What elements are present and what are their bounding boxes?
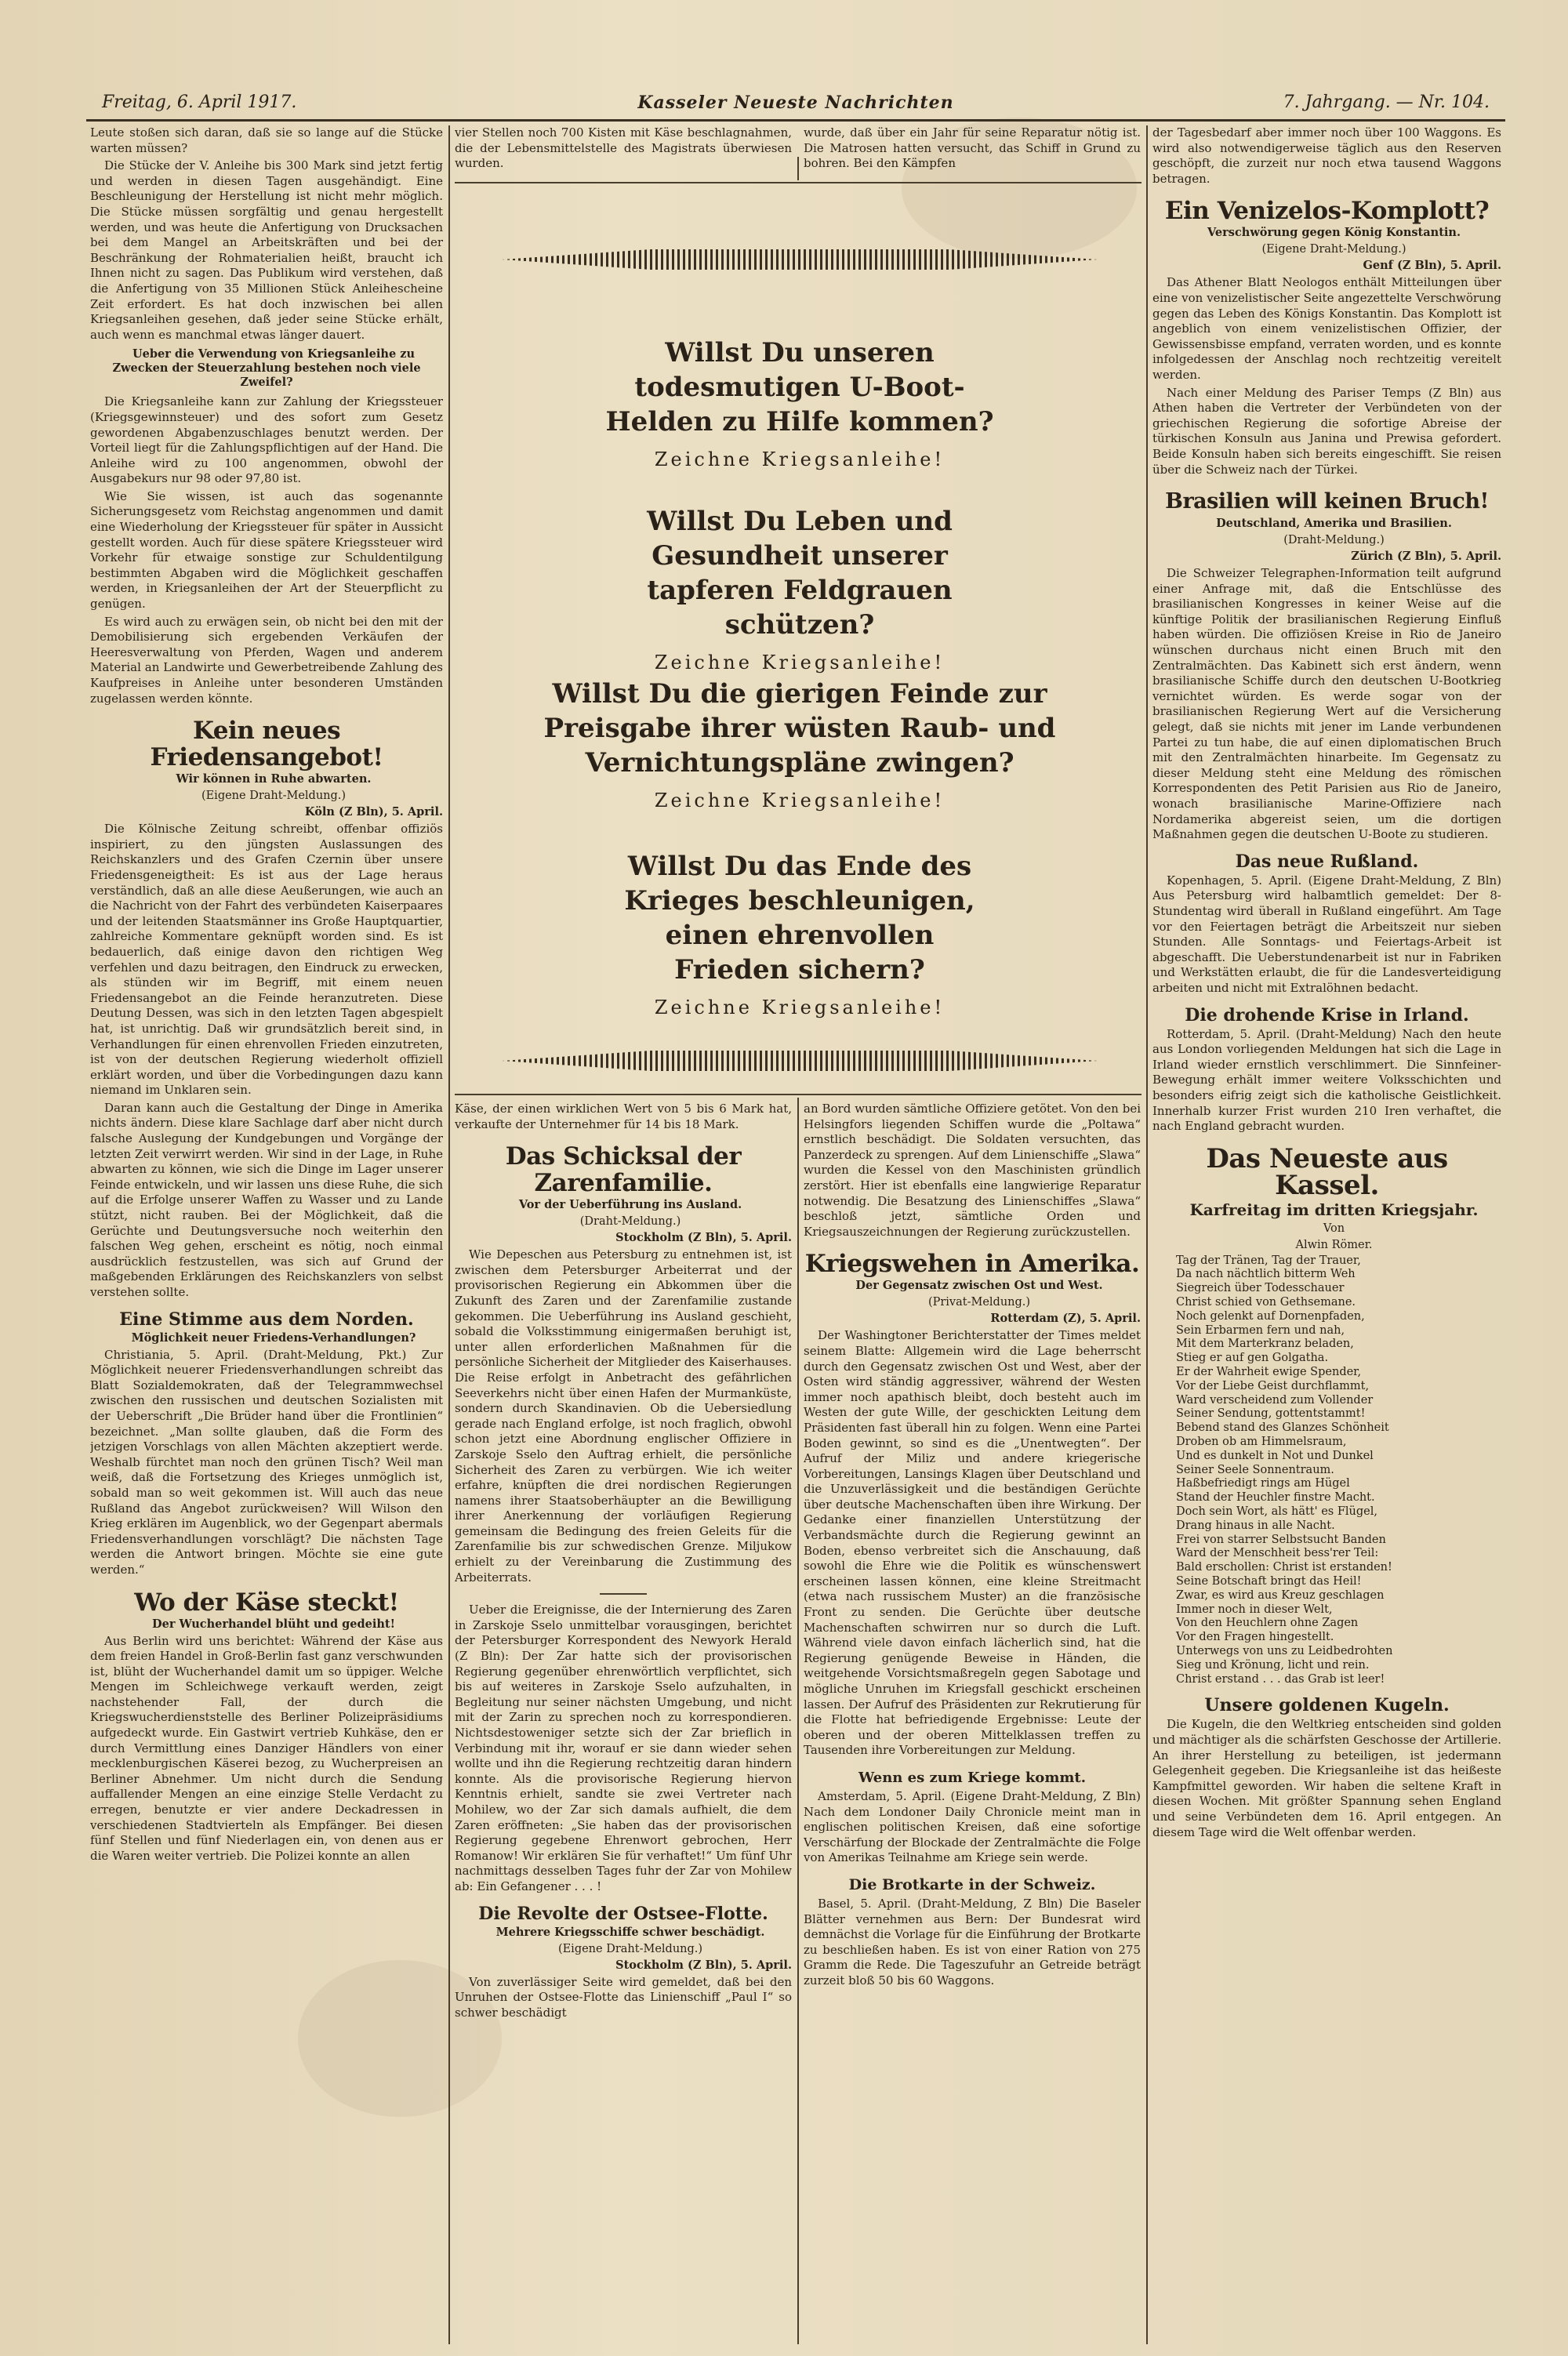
- paragraph: Aus Berlin wird uns berichtet: Während der Käse aus dem freien Handel in Groß-Berlin fast ganz verschwunden ist, blüht der Wucherhandel damit um so üppiger. Welche Mengen im Schleichwege verkauft werden, zeigt nachstehender Fall, der durch die Kriegswucherdienststelle des Berliner Polizeipräsidiums aufgedeckt wurde. Ein Gastwirt vertrieb Kuhkäse, den er durch Vermittlung eines Danziger Händlers von einer mecklenburgischen Käserei bezog, zu Wucherpreisen an Berliner Abnehmer. Um nicht durch die Sendung auffallender Mengen an eine einzige Stelle Verdacht zu erregen, benutzte er vier andere Deckadressen in verschiedenen Stadtvierteln als Empfänger. Bei diesen fünf Stellen und fünf Niederlagen ein, von denen aus er die Waren weiter vertrieb. Die Polizei konnte an allen: [90, 1633, 443, 1863]
- poem-line: Vor der Liebe Geist durchflammt,: [1176, 1379, 1370, 1392]
- paragraph: Basel, 5. April. (Draht-Meldung, Z Bln) Die Baseler Blätter vernehmen aus Bern: Der Bundesrat wird demnächst die Vorlage für die Einführung der Brotkarte zu beschließen haben. Es ist von einer Ration von 275 Gramm die Rede. Die Tageszufuhr an Getreide beträgt zurzeit bloß 50 bis 60 Waggons.: [804, 1896, 1141, 1988]
- subheadline: Deutschland, Amerika und Brasilien.: [1216, 517, 1452, 531]
- headline-ostsee-flotte: Die Revolte der Ostsee-Flotte.: [478, 1903, 768, 1924]
- ad-call-to-action: Zeichne Kriegsanleihe!: [654, 448, 946, 470]
- source-line: (Eigene Draht-Meldung.): [557, 1942, 703, 1955]
- source-line: (Eigene Draht-Meldung.): [1261, 243, 1406, 256]
- poem-line: Von den Heuchlern ohne Zagen: [1176, 1617, 1359, 1630]
- paragraph: Die Schweizer Telegraphen-Information teilt aufgrund einer Anfrage mit, daß die Entschlüsse des brasilianischen Kongresses in keiner Weise auf die künftige Politik der brasilianischen Regierung Einfluß haben würden. Die offiziösen Kreise in Rio de Janeiro wünschen durchaus nicht einen Bruch mit den Zentralmächten. Das Kabinett sich erst ändern, wenn brasilianische Schiffe durch den deutschen U-Bootkrieg vernichtet würden. Es werde sogar von der brasilianischen Regierung Wert auf die Versicherung gelegt, daß sie nichts mit jener im Lande verbundenen Partei zu tun habe, die auf einen diplomatischen Bruch mit den Zentralmächten hinarbeite. Im Gegensatz zu dieser Meldung steht eine Meldung des römischen Korrespondenten des Petit Parisien aus Rio de Janeiro, wonach brasilianische Marine-Offiziere nach Nordamerika abgereist seien, um die dortigen Maßnahmen gegen die deutschen U-Boote zu studieren.: [1152, 566, 1501, 842]
- headline-russland: Das neue Rußland.: [1235, 851, 1419, 872]
- source-line: (Draht-Meldung.): [1283, 534, 1385, 547]
- paragraph: Rotterdam, 5. April. (Draht-Meldung) Nach den heute aus London vorliegenden Meldungen hat sich die Lage in Irland wieder ernstlich verschlimmert. Die Sinnfeiner-Bewegung erhält immer weitere Volksschichten und besonders eifrig zeigt sich die katholische Geistlichkeit. Innerhalb kurzer Frist wurden 210 Iren verhaftet, die nach England gebracht wurden.: [1152, 1026, 1501, 1134]
- ad-question: Willst Du Leben und Gesundheit unserer tapferen Feldgrauen schützen?: [647, 506, 953, 641]
- ad-block-3: [470, 677, 1129, 811]
- column-3: [804, 1102, 1141, 2344]
- poem-line: Stieg er auf gen Golgatha.: [1176, 1352, 1329, 1365]
- column-4: [1152, 125, 1501, 2344]
- poem-line: Seine Botschaft bringt das Heil!: [1176, 1575, 1362, 1588]
- poem-line: Droben ob am Himmelsraum,: [1176, 1436, 1347, 1449]
- poem-line: Immer noch in dieser Welt,: [1176, 1603, 1333, 1616]
- poem-line: Tag der Tränen, Tag der Trauer,: [1176, 1254, 1361, 1267]
- ad-call-to-action: Zeichne Kriegsanleihe!: [654, 790, 946, 811]
- ad-call-to-action: Zeichne Kriegsanleihe!: [654, 996, 946, 1018]
- column-rule: [448, 125, 450, 2344]
- headline-kriege-kommt: Wenn es zum Kriege kommt.: [858, 1769, 1086, 1786]
- source-line: (Draht-Meldung.): [579, 1215, 681, 1229]
- column-rule: [1146, 125, 1148, 2344]
- ad-bottom-rule: [455, 1094, 1142, 1095]
- paragraph: Es wird auch zu erwägen sein, ob nicht bei den mit der Demobilisierung sich ergebenden Verkäufen der Heeresverwaltung von Pferden, Wagen und anderem Material an Landwirte und Gewerbetreibende Zahlung des Kaufpreises in Anleihe unter besonderen Umständen zugelassen werden könnte.: [90, 614, 443, 706]
- headline-venizelos: Ein Venizelos-Komplott?: [1164, 197, 1490, 226]
- poem-line: Mit dem Marterkranz beladen,: [1176, 1338, 1354, 1351]
- source-line: (Privat-Meldung.): [927, 1296, 1031, 1309]
- dateline: Stockholm (Z Bln), 5. April.: [615, 1231, 792, 1245]
- poem-line: Stand der Heuchler finstre Macht.: [1176, 1491, 1375, 1505]
- dateline: Köln (Z Bln), 5. April.: [304, 805, 443, 819]
- poem-line: Haßbefriedigt rings am Hügel: [1176, 1477, 1350, 1490]
- paragraph: Daran kann auch die Gestaltung der Dinge in Amerika nichts ändern. Diese klare Sachlage darf aber nicht durch falsche Auslegung der Kundgebungen und Vorgänge der letzten Zeit verwirrt werden. Wir sind in der Lage, in Ruhe abwarten zu können, wie sich die Dinge im Lager unserer Feinde entwickeln, und wir lassen uns diese Ruhe, die sich auf die Erfolge unserer Waffen zu Wasser und zu Lande stützt, nicht rauben. Bei der Möglichkeit, daß die Gerüchte und Deutungsversuche noch weiterhin den falschen Weg gehen, erscheint es nötig, noch einmal ausdrücklich festzustellen, was sich auf Grund der maßgebenden Erklärungen des Reichskanzlers von selbst verstehen sollte.: [90, 1100, 443, 1299]
- paragraph: Kopenhagen, 5. April. (Eigene Draht-Meldung, Z Bln) Aus Petersburg wird halbamtlich gemeldet: Der 8-Stundentag wird überall in Rußland eingeführt. Am Tage vor den Feiertagen beträgt die Arbeitszeit nur sieben Stunden. Alle Sonntags- und Feiertags-Arbeit ist abgeschafft. Die Ueberstundenarbeit ist nur in Fabriken und Werkstätten erlaubt, die für die Landesverteidigung arbeiten und nicht mit Extralöhnen bedacht.: [1152, 873, 1501, 995]
- paragraph: Amsterdam, 5. April. (Eigene Draht-Meldung, Z Bln) Nach dem Londoner Daily Chronicle meint man in englischen politischen Kreisen, daß eine sofortige Verschärfung der Blockade der Zentralmächte die Folge von Amerikas Teilnahme am Kriege sein werde.: [804, 1788, 1141, 1865]
- poem-line: Siegreich über Todesschauer: [1176, 1282, 1345, 1295]
- paragraph: Die Kriegsanleihe kann zur Zahlung der Kriegssteuer (Kriegsgewinnsteuer) und des sofort zum Gesetz gewordenen Abgabenzuschlages benutzt werden. Der Vorteil liegt für die Zahlungspflichtigen auf der Hand. Die Anleihe wird zu 100 angenommen, obwohl der Ausgabekurs nur 98 oder 97,80 ist.: [90, 394, 443, 486]
- paragraph: Christiania, 5. April. (Draht-Meldung, Pkt.) Zur Möglichkeit neuerer Friedensverhandlungen schreibt das Blatt Sozialdemokraten, daß der Telegrammwechsel zwischen den russischen und deutschen Sozialisten mit der Ueberschrift „Die Brüder hand über die Frontlinien“ bezeichnet. „Man sollte glauben, daß die Form des jetzigen Vorschlags von allen Mächten akzeptiert werde. Weshalb fürchtet man noch den grünen Tisch? Weil man weiß, daß die Fortsetzung des Krieges unmöglich ist, sobald man so weit gekommen ist. Will auch das neue Rußland das Angebot zurückweisen? Will Wilson den Krieg erklären im Augenblick, wo der Gegenpart abermals Friedensverhandlungen vorschlägt? Die nächsten Tage werden die Antwort bringen. Möchte sie eine gute werden.“: [90, 1347, 443, 1577]
- article-separator: [600, 1593, 647, 1595]
- column-3-top: [804, 125, 1141, 180]
- dateline: Zürich (Z Bln), 5. April.: [1351, 550, 1501, 564]
- subheadline: Möglichkeit neuer Friedens-Verhandlungen?: [131, 1330, 416, 1345]
- subheadline: Wir können in Ruhe abwarten.: [176, 772, 372, 786]
- ad-question: Willst Du unseren todesmutigen U-Boot-Helden zu Hilfe kommen?: [605, 337, 994, 437]
- byline-von: Von: [1323, 1222, 1345, 1235]
- poem-line: Seiner Seele Sonnentraum.: [1176, 1463, 1334, 1476]
- poem-line: Und es dunkelt in Not und Dunkel: [1176, 1449, 1374, 1462]
- issue-number: 7. Jahrgang. — Nr. 104.: [1283, 93, 1490, 112]
- column-rule: [797, 157, 799, 180]
- headline-goldene-kugeln: Unsere goldenen Kugeln.: [1204, 1695, 1450, 1716]
- subheadline: Der Gegensatz zwischen Ost und West.: [855, 1279, 1103, 1293]
- column-2-top: [455, 125, 792, 180]
- poem-line: Er der Wahrheit ewige Spender,: [1176, 1366, 1362, 1379]
- subheadline: Verschwörung gegen König Konstantin.: [1207, 226, 1461, 240]
- ad-question: Willst Du die gierigen Feinde zur Preisgabe ihrer wüsten Raub- und Vernichtungspläne zwingen?: [543, 678, 1056, 779]
- ad-block-1: [470, 336, 1129, 470]
- paragraph: Von zuverlässiger Seite wird gemeldet, daß bei den Unruhen der Ostsee-Flotte das Linienschiff „Paul I“ so schwer beschädigt: [455, 1974, 792, 2020]
- paragraph: Das Athener Blatt Neologos enthält Mitteilungen über eine von venizelistischer Seite angezettelte Verschwörung gegen das Leben des Königs Konstantin. Das Komplott ist angeblich von einem venizelistischen Offizier, der Gewissensbisse empfand, verraten worden, und es konnte infolgedessen der Anschlag noch rechtzeitig vereitelt werden.: [1152, 275, 1501, 382]
- poem-line: Sieg und Krönung, licht und rein.: [1176, 1658, 1370, 1672]
- poem-line: Christ schied von Gethsemane.: [1176, 1296, 1356, 1309]
- poem-line: Noch gelenkt auf Dornenpfaden,: [1176, 1309, 1365, 1323]
- headline-brasilien: Brasilien will keinen Bruch!: [1165, 489, 1489, 514]
- poem-line: Christ erstand . . . das Grab ist leer!: [1176, 1672, 1385, 1686]
- column-rule: [797, 1098, 799, 2344]
- ornament-band: [502, 1051, 1098, 1071]
- subheadline: Mehrere Kriegsschiffe schwer beschädigt.: [495, 1925, 765, 1939]
- question-heading: Ueber die Verwendung von Kriegsanleihe zu Zwecken der Steuerzahlung bestehen noch viele Zweifel?: [112, 347, 421, 390]
- masthead: [86, 88, 1505, 122]
- paragraph: Leute stoßen sich daran, daß sie so lange auf die Stücke warten müssen?: [90, 125, 443, 155]
- poem-line: Da nach nächtlich bitterm Weh: [1176, 1268, 1356, 1281]
- headline-amerika: Kriegswehen in Amerika.: [804, 1250, 1140, 1279]
- paragraph: Die Kölnische Zeitung schreibt, offenbar offiziös inspiriert, zu den jüngsten Auslassungen des Reichskanzlers und des Grafen Czernin über unsere Friedensgeneigtheit: Es ist aus der Lage heraus verständlich, daß an alle diese Aeußerungen, wie auch an die Nachricht von der Fahrt des verbündeten Kaiserpaares und der leitenden Staatsmänner ins Große Hauptquartier, zahlreiche Kommentare geknüpft worden sind. Es ist bedauerlich, daß einige davon den richtigen Weg verfehlen und dazu beitragen, den Eindruck zu erwecken, als stünden wir im Begriff, mit einem neuen Friedensangebot an die Feinde heranzutreten. Diese Deutung Dessen, was sich in den letzten Tagen abgespielt hat, ist unrichtig. Daß wir grundsätzlich bereit sind, in Verhandlungen für einen ehrenvollen Frieden einzutreten, ist von der deutschen Regierung wiederholt offiziell erklärt worden, und über die Vorbedingungen dazu kann niemand im Unklaren sein.: [90, 822, 443, 1098]
- paragraph: Die Kugeln, die den Weltkrieg entscheiden sind golden und mächtiger als die schärfsten Geschosse der Artillerie. An ihrer Herstellung zu beteiligen, ist jedermann Gelegenheit gegeben. Die Kriegsanleihe ist das heißeste Kampfmittel geworden. Wir haben die seltene Kraft in diesen Wochen. Mit größter Spannung sehen England und seine Verbündeten dem 16. April entgegen. An diesem Tage wird die Welt offenbar werden.: [1152, 1717, 1501, 1839]
- headline-friedensangebot: Kein neues Friedensangebot!: [150, 717, 383, 772]
- ad-block-4: [470, 849, 1129, 1018]
- paragraph: Käse, der einen wirklichen Wert von 5 bis 6 Mark hat, verkaufte der Unternehmer für 14 bis 18 Mark.: [455, 1102, 792, 1131]
- poem-line: Bebend stand des Glanzes Schönheit: [1176, 1421, 1389, 1435]
- headline-kassel: Das Neueste aus Kassel.: [1206, 1142, 1448, 1201]
- paragraph: Wie Sie wissen, ist auch das sogenannte Sicherungsgesetz vom Reichstag angenommen und damit eine Wiederholung der Kriegssteuer für später in Aussicht gestellt worden. Auch für diese spätere Kriegssteuer wird Vorkehr für etwaige sonstige zur Schuldentilgung bestimmten Abgaben wird die Möglichkeit geschaffen werden, in Kriegsanleihen der Art der Steuerpflicht zu genügen.: [90, 488, 443, 612]
- poem-line: Vor den Fragen hingestellt.: [1176, 1631, 1334, 1644]
- ornament-band: [502, 249, 1098, 270]
- poem-line: Sein Erbarmen fern und nah,: [1176, 1323, 1345, 1337]
- paragraph: Ueber die Ereignisse, die der Internierung des Zaren in Zarskoje Sselo unmittelbar vorausgingen, berichtet der Petersburger Korrespondent des Newyork Herald (Z Bln): Der Zar hatte sich der provisorischen Regierung gegenüber ehrenwörtlich verpflichtet, sich bis auf weiteres in Zarskoje Sselo aufzuhalten, in Begleitung nur seiner nächsten Umgebung, und nicht mit der Zarin zu sprechen noch zu korrespondieren. Nichtsdestoweniger setzte sich der Zar brieflich in Verbindung mit ihr, worauf er sie dann wieder sehen wollte und ihn die Regierung rechtzeitig daran hindern konnte. Als die provisorische Regierung hiervon Kenntnis erhielt, sandte sie zwei Vertreter nach Mohilew, wo der Zar sich damals aufhielt, die dem Zaren eröffneten: „Sie haben das der provisorischen Regierung gegebene Ehrenwort gebrochen, Herr Romanow! Wir erklären Sie für verhaftet!“ Um fünf Uhr nachmittags desselben Tages fuhr der Zar von Mohilew ab: Ein Gefangener . . . !: [455, 1603, 792, 1893]
- paragraph: wurde, daß über ein Jahr für seine Reparatur nötig ist. Die Matrosen hatten versucht, das Schiff in Grund zu bohren. Bei den Kämpfen: [804, 125, 1141, 171]
- ad-top-rule: [455, 182, 1142, 183]
- headline-irland: Die drohende Krise in Irland.: [1185, 1004, 1469, 1026]
- headline-zarenfamilie: Das Schicksal der Zarenfamilie.: [505, 1142, 742, 1198]
- dateline: Genf (Z Bln), 5. April.: [1363, 259, 1501, 273]
- poem-line: Drang hinaus in alle Nacht.: [1176, 1519, 1335, 1532]
- subheadline: Karfreitag im dritten Kriegsjahr.: [1189, 1200, 1479, 1219]
- issue-date: Freitag, 6. April 1917.: [102, 93, 297, 112]
- poem-line: Ward der Menschheit bess'rer Teil:: [1176, 1547, 1379, 1560]
- subheadline: Vor der Ueberführung ins Ausland.: [518, 1198, 742, 1212]
- war-bond-advertisement: [470, 249, 1129, 1080]
- subheadline: Der Wucherhandel blüht und gedeiht!: [152, 1617, 395, 1631]
- poem-line: Doch sein Wort, als hätt' es Flügel,: [1176, 1505, 1377, 1519]
- paragraph: der Tagesbedarf aber immer noch über 100 Waggons. Es wird also notwendigerweise täglich aus den Reserven geschöpft, die zurzeit nur noch etwa tausend Waggons betragen.: [1152, 125, 1501, 186]
- paragraph: vier Stellen noch 700 Kisten mit Käse beschlagnahmen, die der Lebensmittelstelle des Magistrats überwiesen wurden.: [455, 125, 792, 171]
- poem-line: Bald erschollen: Christ ist erstanden!: [1176, 1561, 1392, 1574]
- poem-line: Unterwegs von uns zu Leidbedrohten: [1176, 1645, 1393, 1657]
- column-2: [455, 1102, 792, 2344]
- poem-line: Ward verscheidend zum Vollender: [1176, 1393, 1374, 1407]
- headline-brotkarte: Die Brotkarte in der Schweiz.: [848, 1875, 1096, 1893]
- poem-line: Frei von starrer Selbstsucht Banden: [1176, 1533, 1386, 1546]
- headline-stimme-norden: Eine Stimme aus dem Norden.: [119, 1309, 414, 1330]
- column-1: [90, 125, 443, 2344]
- newspaper-title: Kasseler Neueste Nachrichten: [637, 93, 954, 113]
- dateline: Stockholm (Z Bln), 5. April.: [615, 1958, 792, 1972]
- ad-call-to-action: Zeichne Kriegsanleihe!: [654, 652, 946, 673]
- ad-block-2: [470, 504, 1129, 673]
- poem-line: Zwar, es wird aus Kreuz geschlagen: [1176, 1588, 1385, 1602]
- ad-question: Willst Du das Ende des Krieges beschleunigen, einen ehrenvollen Frieden sichern?: [624, 851, 975, 986]
- paragraph: Wie Depeschen aus Petersburg zu entnehmen ist, ist zwischen dem Petersburger Arbeiterrat und der provisorischen Regierung ein Abkommen über die Zukunft des Zaren und der Zarenfamilie zustande gekommen. Die Ueberführung ins Ausland geschieht, sobald die Volksstimmung einigermaßen beruhigt ist, unter allen erforderlichen Maßnahmen für die persönliche Sicherheit der Mitglieder des Kaiserhauses. Die Reise erfolgt in Anbetracht des gefährlichen Seeverkehrs nicht über einen Hafen der Murmanküste, sondern durch Skandinavien. Ob die Uebersiedlung gerade nach England erfolge, ist noch fraglich, obwohl schon jetzt eine Abordnung englischer Offiziere in Zarskoje Sselo den Auftrag erhielt, die persönliche Sicherheit des Zaren zu verbürgen. Wie ich weiter erfahre, knüpften die drei nordischen Regierungen namens ihrer Staatsoberhäupter an die Bewilligung ihrer Anerkennung der vorläufigen Regierung gemeinsam die Bedingung des freien Geleits für die Zarenfamilie bis zur schwedischen Grenze. Miljukow erhielt zu der Vereinbarung die Zustimmung des Arbeiterrats.: [455, 1247, 792, 1585]
- poem: [1152, 1254, 1501, 1687]
- headline-kaese: Wo der Käse steckt!: [134, 1588, 399, 1617]
- byline-author: Alwin Römer.: [1295, 1238, 1373, 1251]
- paragraph: Die Stücke der V. Anleihe bis 300 Mark sind jetzt fertig und werden in diesen Tagen ausgehändigt. Eine Beschleunigung der Herstellung ist nicht mehr möglich. Die Stücke müssen sorgfältig und genau hergestellt werden, und was heute die Anfertigung von Drucksachen bei dem Mangel an Arbeitskräften und bei der Beschränkung der Rohmaterialien heißt, braucht ich Ihnen nicht zu sagen. Das Publikum wird verstehen, daß die Anfertigung von 35 Millionen Stück Anleihescheine Zeit erfordert. Es hat doch inzwischen bei allen Kriegsanleihen gesehen, daß jeder seine Stücke erhält, auch wenn es manchmal etwas länger dauert.: [90, 158, 443, 342]
- paragraph: an Bord wurden sämtliche Offiziere getötet. Von den bei Helsingfors liegenden Schiffen wurde die „Poltawa“ ernstlich beschädigt. Die Soldaten versuchten, das Panzerdeck zu sprengen. Auf dem Linienschiffe „Slawa“ wurden die Kessel von den Maschinisten gründlich zerstört. Hier ist ebenfalls eine langwierige Reparatur notwendig. Die Besatzung des Linienschiffes „Slawa“ beschloß jetzt, sämtliche Orden und Kriegsauszeichnungen der Regierung zurückzustellen.: [804, 1102, 1141, 1239]
- paragraph: Nach einer Meldung des Pariser Temps (Z Bln) aus Athen haben die Vertreter der Verbündeten von der griechischen Regierung die sofortige Abreise der türkischen Konsuln aus Janina und Prewisa gefordert. Beide Konsuln haben sich bereits eingeschifft. Sie reisen über die Schweiz nach der Türkei.: [1152, 385, 1501, 477]
- paragraph: Der Washingtoner Berichterstatter der Times meldet seinem Blatte: Allgemein wird die Lage beherrscht durch den Gegensatz zwischen Ost und West, aber der Osten wird ständig aggressiver, während der Westen immer noch apathisch bleibt, doch besteht auch im Westen der gute Wille, der geschickten Leitung dem Präsidenten fast überall hin zu folgen. Wenn eine Partei Boden gewinnt, so sind es die „Unentwegten“. Der Aufruf der Miliz und andere kriegerische Vorbereitungen, Lansings Klagen über Deutschland und die Unzuverlässigkeit und die beständigen Gerüchte über deutsche Machenschaften üben ihre Wirkung. Der Gedanke einer finanziellen Unterstützung der Verbandsmächte durch die Regierung gewinnt an Boden, ebenso verbreitet sich die Anschauung, daß sowohl die Ehre wie die Politik es wünschenswert erscheinen lassen können, eine kleine Streitmacht (etwa nach russischem Muster) an die französische Front zu senden. Die Gerüchte über deutsche Machenschaften schwirren nur so durch die Luft. Während viele davon einfach lächerlich sind, hat die Regierung genügende Beweise in Händen, die weitgehende Vorsichtsmaßregeln gegen Sabotage und mögliche Unruhen im Kriegsfall geschickt erscheinen lassen. Der Aufruf des Präsidenten zur Rekrutierung für die Flotte hat befriedigende Ergebnisse: Leute der oberen und der oberen Mittelklassen treffen zu Tausenden ihre Vorbereitungen zur Meldung.: [804, 1328, 1141, 1758]
- dateline: Rotterdam (Z), 5. April.: [990, 1312, 1141, 1326]
- source-line: (Eigene Draht-Meldung.): [201, 790, 347, 803]
- poem-line: Seiner Sendung, gottentstammt!: [1176, 1407, 1366, 1421]
